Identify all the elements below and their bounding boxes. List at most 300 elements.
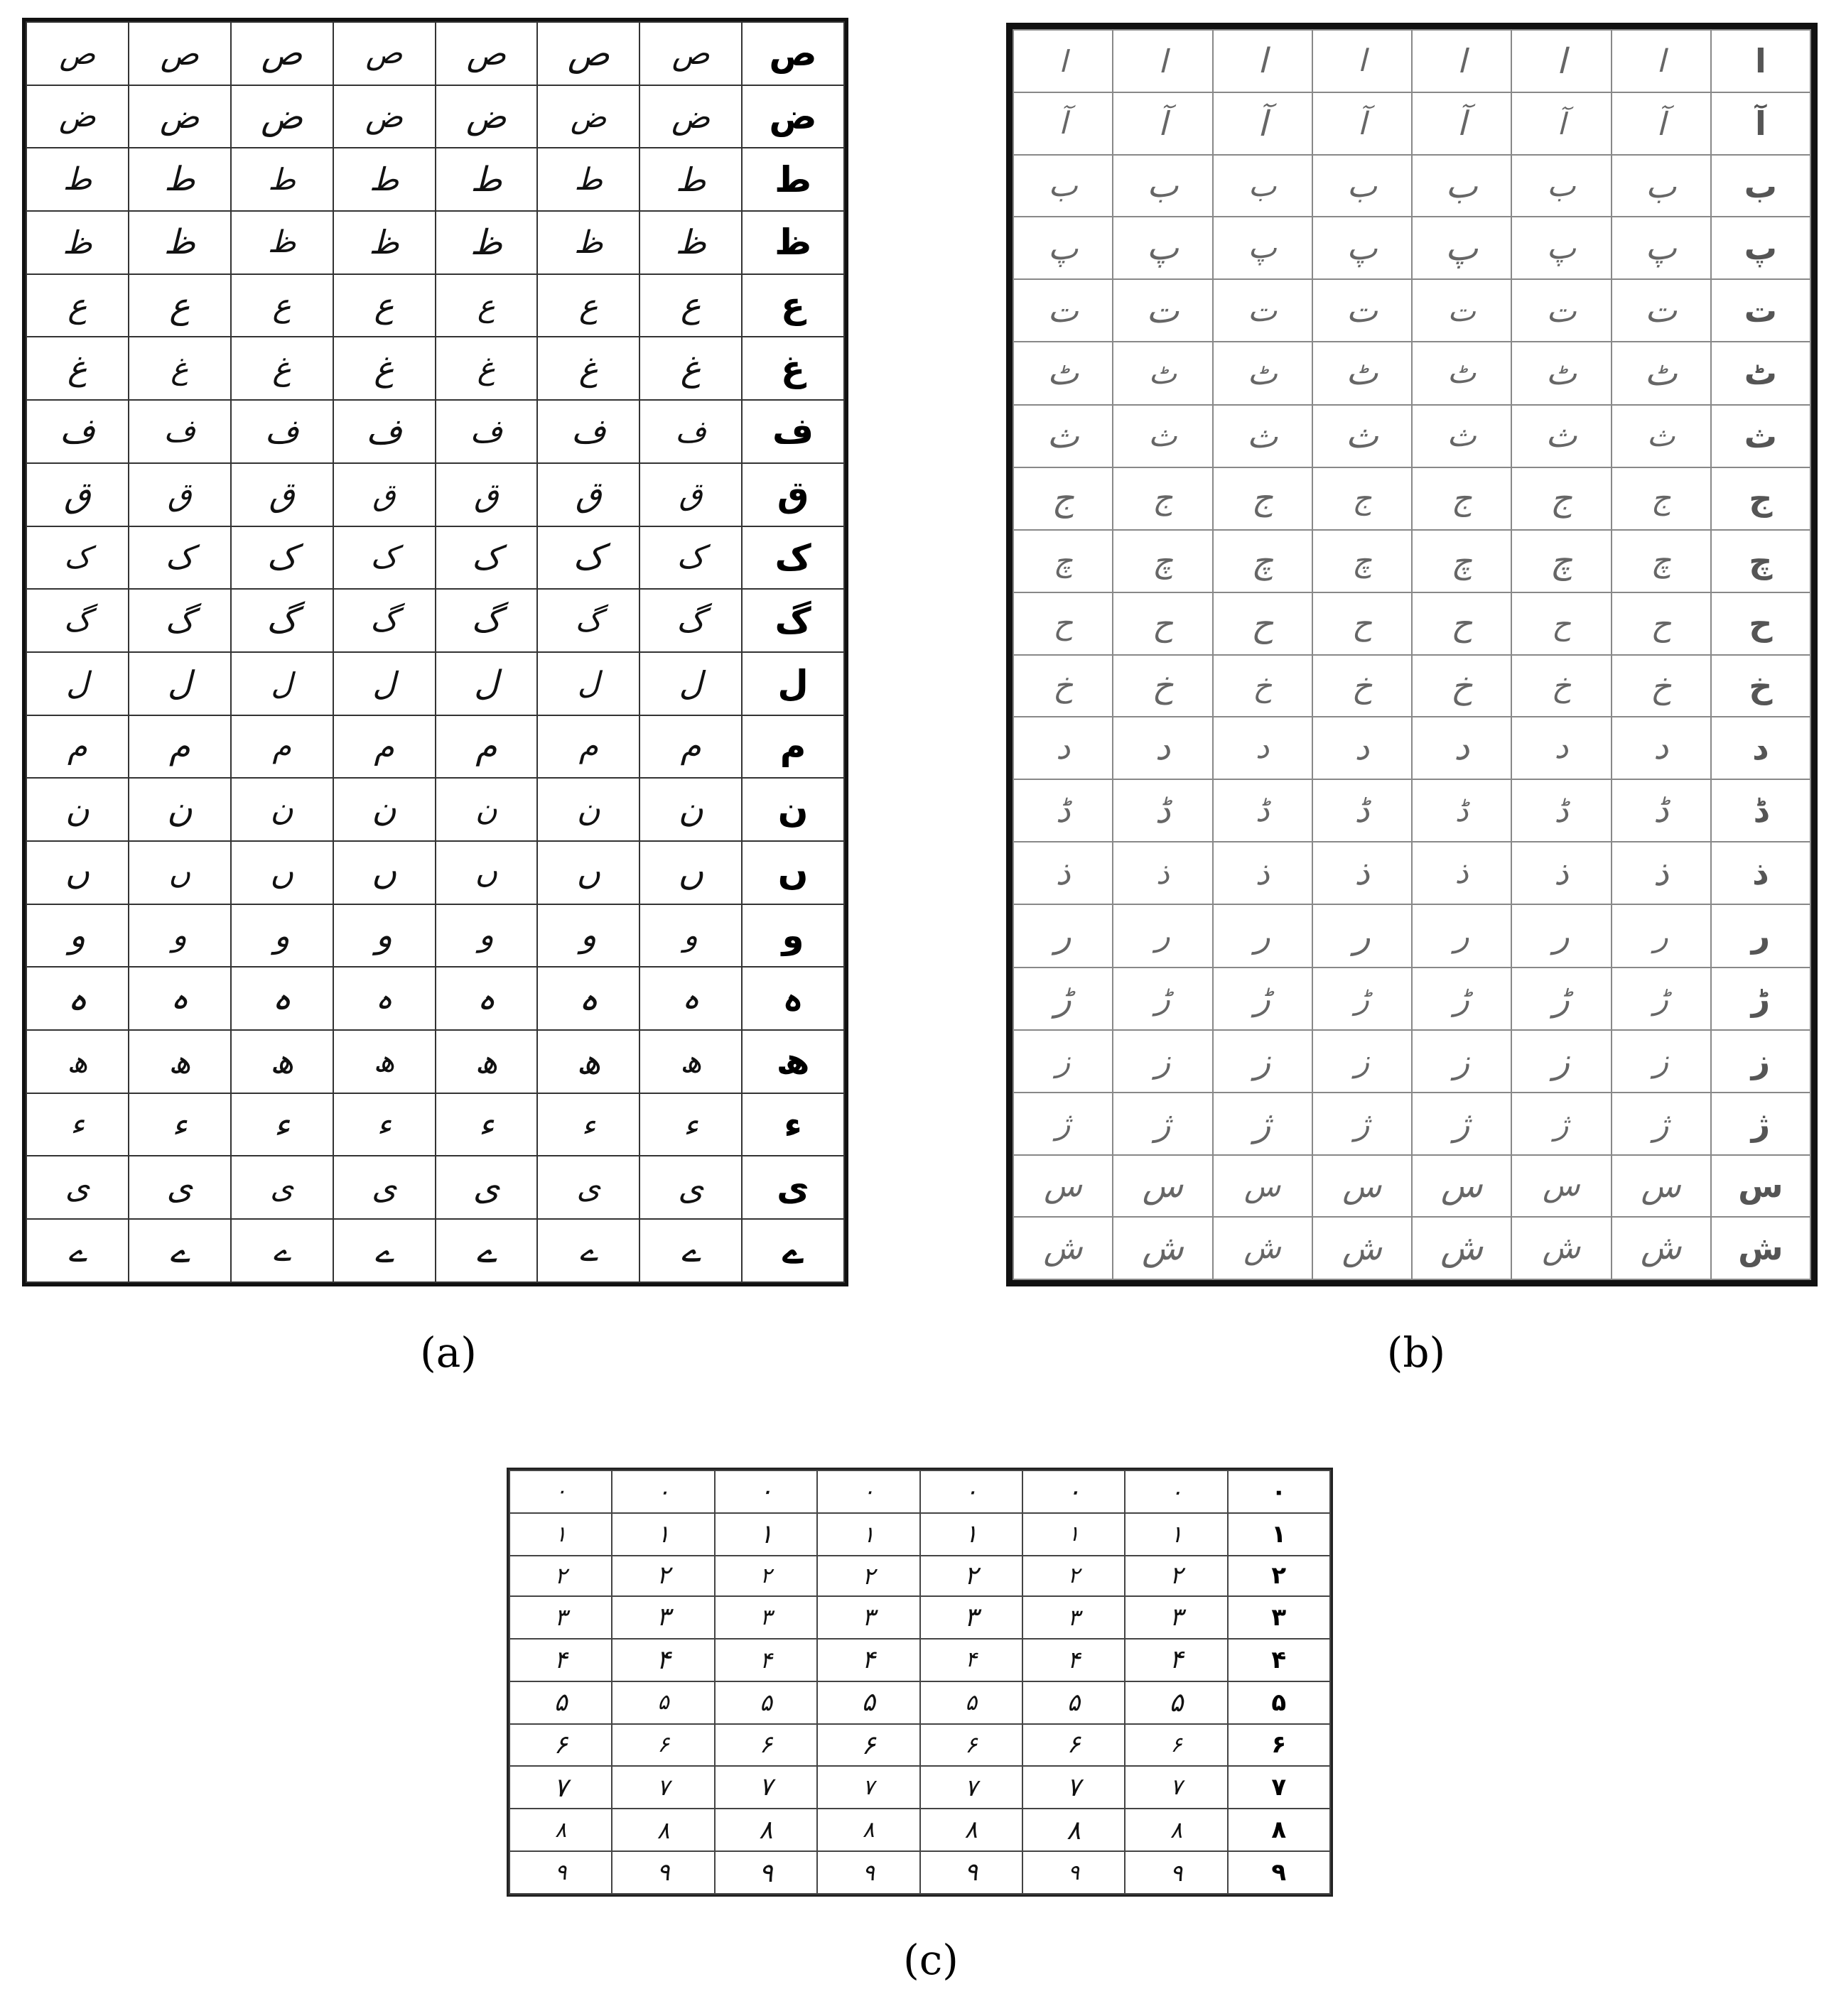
handwritten-sample-cell: م [333, 715, 436, 779]
printed-reference-character: ی [742, 1156, 844, 1219]
handwritten-sample-cell: ا [1312, 30, 1412, 92]
handwritten-sample-cell: ڈ [1312, 779, 1412, 842]
handwritten-sample-cell: س [1113, 1155, 1212, 1217]
table-row [1013, 655, 1810, 717]
handwritten-sample-cell: ا [1511, 30, 1611, 92]
handwritten-sample-cell: پ [1013, 217, 1113, 279]
handwritten-sample-cell: غ [129, 337, 231, 400]
panel-a-grid [26, 21, 845, 1283]
handwritten-sample-cell: ش [1412, 1217, 1511, 1279]
handwritten-sample-cell: ز [1312, 1030, 1412, 1093]
printed-reference-character: ز [1711, 1030, 1810, 1093]
handwritten-sample-cell: ذ [1612, 842, 1711, 904]
handwritten-sample-cell: ش [1312, 1217, 1412, 1279]
handwritten-sample-cell: ۷ [715, 1766, 817, 1809]
handwritten-sample-cell: ن [231, 778, 333, 841]
handwritten-sample-cell: چ [1013, 530, 1113, 592]
handwritten-sample-cell: ط [333, 148, 436, 211]
handwritten-sample-cell: ح [1412, 592, 1511, 655]
handwritten-sample-cell: ہ [537, 967, 639, 1030]
printed-reference-character: ء [742, 1093, 844, 1156]
handwritten-sample-cell: غ [26, 337, 129, 400]
handwritten-sample-cell: ح [1113, 592, 1212, 655]
handwritten-sample-cell: ۲ [1125, 1556, 1227, 1596]
handwritten-sample-cell: ۱ [1022, 1513, 1125, 1556]
handwritten-sample-cell: و [231, 904, 333, 968]
handwritten-sample-cell: خ [1511, 655, 1611, 717]
table-row [1013, 842, 1810, 904]
table-row [509, 1470, 1330, 1513]
handwritten-sample-cell: ۸ [1125, 1809, 1227, 1851]
handwritten-sample-cell: گ [537, 589, 639, 652]
printed-reference-character: ژ [1711, 1093, 1810, 1155]
table-row [26, 904, 844, 968]
printed-reference-character: ط [742, 148, 844, 211]
handwritten-sample-cell: ۱ [1125, 1513, 1227, 1556]
printed-reference-character: ۰ [1228, 1470, 1330, 1513]
handwritten-sample-cell: ۶ [509, 1724, 612, 1767]
printed-reference-character: ن [742, 778, 844, 841]
handwritten-sample-cell: ق [26, 463, 129, 526]
table-row [1013, 904, 1810, 967]
handwritten-sample-cell: ق [231, 463, 333, 526]
handwritten-sample-cell: ر [1511, 904, 1611, 967]
handwritten-sample-cell: آ [1013, 92, 1113, 155]
handwritten-sample-cell: ن [639, 778, 742, 841]
handwritten-sample-cell: ظ [333, 211, 436, 274]
handwritten-sample-cell: ء [231, 1093, 333, 1156]
handwritten-sample-cell: ڑ [1412, 968, 1511, 1030]
handwritten-sample-cell: ح [1013, 592, 1113, 655]
printed-reference-character: ۸ [1228, 1809, 1330, 1851]
handwritten-sample-cell: ذ [1013, 842, 1113, 904]
handwritten-sample-cell: ٹ [1013, 342, 1113, 404]
handwritten-sample-cell: ۵ [509, 1681, 612, 1724]
table-row [1013, 467, 1810, 530]
handwritten-sample-cell: ع [26, 274, 129, 337]
handwritten-sample-cell: و [129, 904, 231, 968]
handwritten-sample-cell: ۲ [1022, 1556, 1125, 1596]
handwritten-sample-cell: ظ [436, 211, 538, 274]
handwritten-sample-cell: ۶ [612, 1724, 714, 1767]
handwritten-sample-cell: آ [1312, 92, 1412, 155]
handwritten-sample-cell: ڈ [1412, 779, 1511, 842]
handwritten-sample-cell: خ [1013, 655, 1113, 717]
table-row [1013, 968, 1810, 1030]
handwritten-sample-cell: ۵ [1125, 1681, 1227, 1724]
handwritten-sample-cell: ی [537, 1156, 639, 1219]
handwritten-sample-cell: ح [1213, 592, 1312, 655]
handwritten-sample-cell: ز [1013, 1030, 1113, 1093]
handwritten-sample-cell: ک [129, 526, 231, 590]
handwritten-sample-cell: ۴ [612, 1639, 714, 1681]
panel-b-caption: (b) [1386, 1328, 1446, 1377]
handwritten-sample-cell: ڈ [1113, 779, 1212, 842]
handwritten-sample-cell: ۰ [509, 1470, 612, 1513]
handwritten-sample-cell: ت [1412, 279, 1511, 342]
handwritten-sample-cell: ض [639, 85, 742, 148]
handwritten-sample-cell: ذ [1312, 842, 1412, 904]
handwritten-sample-cell: ھ [436, 1030, 538, 1093]
panel-c-caption: (c) [903, 1936, 959, 1984]
handwritten-sample-cell: ڑ [1312, 968, 1412, 1030]
handwritten-sample-cell: ۱ [612, 1513, 714, 1556]
panel-b-urdu-letters-sheet [1006, 23, 1818, 1286]
handwritten-sample-cell: ۶ [1022, 1724, 1125, 1767]
handwritten-sample-cell: ۶ [817, 1724, 919, 1767]
handwritten-sample-cell: خ [1213, 655, 1312, 717]
handwritten-sample-cell: آ [1511, 92, 1611, 155]
table-row [26, 22, 844, 85]
handwritten-sample-cell: ن [537, 778, 639, 841]
handwritten-sample-cell: چ [1412, 530, 1511, 592]
handwritten-sample-cell: و [26, 904, 129, 968]
handwritten-sample-cell: ظ [26, 211, 129, 274]
handwritten-sample-cell: س [1312, 1155, 1412, 1217]
handwritten-sample-cell: ۷ [920, 1766, 1022, 1809]
handwritten-sample-cell: ز [1113, 1030, 1212, 1093]
handwritten-sample-cell: ش [1612, 1217, 1711, 1279]
handwritten-sample-cell: ۸ [817, 1809, 919, 1851]
handwritten-sample-cell: ژ [1213, 1093, 1312, 1155]
handwritten-sample-cell: ا [1412, 30, 1511, 92]
handwritten-sample-cell: خ [1612, 655, 1711, 717]
handwritten-sample-cell: ق [333, 463, 436, 526]
handwritten-sample-cell: و [639, 904, 742, 968]
table-row [1013, 779, 1810, 842]
handwritten-sample-cell: ی [333, 1156, 436, 1219]
panel-b-grid [1013, 29, 1811, 1280]
printed-reference-character: خ [1711, 655, 1810, 717]
handwritten-sample-cell: ل [537, 652, 639, 715]
handwritten-sample-cell: ڑ [1612, 968, 1711, 1030]
handwritten-sample-cell: ۴ [1022, 1639, 1125, 1681]
handwritten-sample-cell: ٹ [1312, 342, 1412, 404]
handwritten-sample-cell: پ [1612, 217, 1711, 279]
handwritten-sample-cell: خ [1312, 655, 1412, 717]
handwritten-sample-cell: ء [436, 1093, 538, 1156]
handwritten-sample-cell: ء [129, 1093, 231, 1156]
table-row [26, 652, 844, 715]
handwritten-sample-cell: ھ [129, 1030, 231, 1093]
handwritten-sample-cell: ر [1412, 904, 1511, 967]
handwritten-sample-cell: ح [1612, 592, 1711, 655]
handwritten-sample-cell: گ [639, 589, 742, 652]
handwritten-sample-cell: ش [1511, 1217, 1611, 1279]
handwritten-sample-cell: م [26, 715, 129, 779]
printed-reference-character: ۲ [1228, 1556, 1330, 1596]
handwritten-sample-cell: ء [333, 1093, 436, 1156]
handwritten-sample-cell: د [1412, 717, 1511, 779]
handwritten-sample-cell: ز [1412, 1030, 1511, 1093]
table-row [26, 211, 844, 274]
handwritten-sample-cell: ۱ [817, 1513, 919, 1556]
handwritten-sample-cell: ۳ [1022, 1596, 1125, 1639]
handwritten-sample-cell: ن [26, 778, 129, 841]
handwritten-sample-cell: ث [1312, 405, 1412, 467]
handwritten-sample-cell: ک [231, 526, 333, 590]
table-row [1013, 405, 1810, 467]
handwritten-sample-cell: ۲ [509, 1556, 612, 1596]
handwritten-sample-cell: ۱ [920, 1513, 1022, 1556]
printed-reference-character: ۵ [1228, 1681, 1330, 1724]
handwritten-sample-cell: ذ [1412, 842, 1511, 904]
handwritten-sample-cell: ع [537, 274, 639, 337]
handwritten-sample-cell: ہ [333, 967, 436, 1030]
handwritten-sample-cell: ۹ [817, 1851, 919, 1894]
table-row [26, 967, 844, 1030]
printed-reference-character: ٹ [1711, 342, 1810, 404]
handwritten-sample-cell: ۵ [817, 1681, 919, 1724]
handwritten-sample-cell: ک [26, 526, 129, 590]
handwritten-sample-cell: ۵ [715, 1681, 817, 1724]
handwritten-sample-cell: ھ [231, 1030, 333, 1093]
table-row [509, 1513, 1330, 1556]
handwritten-sample-cell: ی [26, 1156, 129, 1219]
handwritten-sample-cell: ا [1013, 30, 1113, 92]
handwritten-sample-cell: ل [231, 652, 333, 715]
handwritten-sample-cell: ط [639, 148, 742, 211]
handwritten-sample-cell: ۲ [920, 1556, 1022, 1596]
handwritten-sample-cell: ۷ [1125, 1766, 1227, 1809]
handwritten-sample-cell: ر [1213, 904, 1312, 967]
printed-reference-character: ۷ [1228, 1766, 1330, 1809]
table-row [1013, 592, 1810, 655]
handwritten-sample-cell: چ [1113, 530, 1212, 592]
handwritten-sample-cell: ۸ [1022, 1809, 1125, 1851]
handwritten-sample-cell: ب [1511, 155, 1611, 217]
table-row [26, 1093, 844, 1156]
handwritten-sample-cell: ل [26, 652, 129, 715]
table-row [509, 1556, 1330, 1596]
handwritten-sample-cell: خ [1412, 655, 1511, 717]
handwritten-sample-cell: ۸ [715, 1809, 817, 1851]
printed-reference-character: آ [1711, 92, 1810, 155]
printed-reference-character: ب [1711, 155, 1810, 217]
handwritten-sample-cell: ج [1013, 467, 1113, 530]
handwritten-sample-cell: گ [129, 589, 231, 652]
handwritten-sample-cell: ب [1612, 155, 1711, 217]
handwritten-sample-cell: ص [537, 22, 639, 85]
handwritten-sample-cell: ۳ [817, 1596, 919, 1639]
printed-reference-character: ۴ [1228, 1639, 1330, 1681]
handwritten-sample-cell: ھ [333, 1030, 436, 1093]
printed-reference-character: ف [742, 400, 844, 463]
handwritten-sample-cell: ڑ [1213, 968, 1312, 1030]
handwritten-sample-cell: پ [1412, 217, 1511, 279]
table-row [1013, 1093, 1810, 1155]
handwritten-sample-cell: م [639, 715, 742, 779]
printed-reference-character: ے [742, 1219, 844, 1282]
handwritten-sample-cell: ڈ [1213, 779, 1312, 842]
handwritten-sample-cell: ق [537, 463, 639, 526]
panel-a-caption: (a) [420, 1328, 477, 1377]
handwritten-sample-cell: ۰ [920, 1470, 1022, 1513]
handwritten-sample-cell: ژ [1312, 1093, 1412, 1155]
handwritten-sample-cell: ر [1312, 904, 1412, 967]
handwritten-sample-cell: ط [129, 148, 231, 211]
handwritten-sample-cell: آ [1113, 92, 1212, 155]
panel-a-urdu-letters-sheet [22, 18, 848, 1286]
handwritten-sample-cell: ۷ [817, 1766, 919, 1809]
handwritten-sample-cell: ص [333, 22, 436, 85]
handwritten-sample-cell: چ [1312, 530, 1412, 592]
handwritten-sample-cell: ۲ [612, 1556, 714, 1596]
handwritten-sample-cell: غ [537, 337, 639, 400]
handwritten-sample-cell: ۰ [1125, 1470, 1227, 1513]
handwritten-sample-cell: ز [1511, 1030, 1611, 1093]
handwritten-sample-cell: ہ [639, 967, 742, 1030]
handwritten-sample-cell: آ [1213, 92, 1312, 155]
handwritten-sample-cell: ں [231, 841, 333, 904]
handwritten-sample-cell: غ [333, 337, 436, 400]
handwritten-sample-cell: ا [1213, 30, 1312, 92]
handwritten-sample-cell: ژ [1511, 1093, 1611, 1155]
handwritten-sample-cell: ڈ [1013, 779, 1113, 842]
handwritten-sample-cell: ۸ [612, 1809, 714, 1851]
handwritten-sample-cell: ۷ [1022, 1766, 1125, 1809]
handwritten-sample-cell: ط [537, 148, 639, 211]
printed-reference-character: ۳ [1228, 1596, 1330, 1639]
handwritten-sample-cell: م [231, 715, 333, 779]
handwritten-sample-cell: ل [333, 652, 436, 715]
handwritten-sample-cell: ۱ [715, 1513, 817, 1556]
printed-reference-character: گ [742, 589, 844, 652]
table-row [26, 841, 844, 904]
handwritten-sample-cell: ع [231, 274, 333, 337]
handwritten-sample-cell: ب [1312, 155, 1412, 217]
handwritten-sample-cell: ب [1213, 155, 1312, 217]
table-row [509, 1681, 1330, 1724]
handwritten-sample-cell: ۹ [1125, 1851, 1227, 1894]
printed-reference-character: ث [1711, 405, 1810, 467]
handwritten-sample-cell: ڑ [1113, 968, 1212, 1030]
handwritten-sample-cell: ص [231, 22, 333, 85]
table-row [26, 589, 844, 652]
handwritten-sample-cell: ں [436, 841, 538, 904]
printed-reference-character: ۹ [1228, 1851, 1330, 1894]
handwritten-sample-cell: ق [436, 463, 538, 526]
printed-reference-character: ح [1711, 592, 1810, 655]
handwritten-sample-cell: ٹ [1511, 342, 1611, 404]
handwritten-sample-cell: ر [1013, 904, 1113, 967]
printed-reference-character: ع [742, 274, 844, 337]
handwritten-sample-cell: ۶ [920, 1724, 1022, 1767]
handwritten-sample-cell: ے [231, 1219, 333, 1282]
printed-reference-character: ۱ [1228, 1513, 1330, 1556]
handwritten-sample-cell: ف [333, 400, 436, 463]
handwritten-sample-cell: ر [1113, 904, 1212, 967]
handwritten-sample-cell: ذ [1113, 842, 1212, 904]
handwritten-sample-cell: ۹ [920, 1851, 1022, 1894]
printed-reference-character: ظ [742, 211, 844, 274]
handwritten-sample-cell: چ [1511, 530, 1611, 592]
handwritten-sample-cell: ں [129, 841, 231, 904]
handwritten-sample-cell: ۰ [1022, 1470, 1125, 1513]
handwritten-sample-cell: ھ [537, 1030, 639, 1093]
printed-reference-character: ذ [1711, 842, 1810, 904]
handwritten-sample-cell: ج [1412, 467, 1511, 530]
handwritten-sample-cell: ے [537, 1219, 639, 1282]
handwritten-sample-cell: ع [129, 274, 231, 337]
handwritten-sample-cell: ر [1612, 904, 1711, 967]
table-row [1013, 1155, 1810, 1217]
handwritten-sample-cell: ظ [537, 211, 639, 274]
table-row [26, 148, 844, 211]
handwritten-sample-cell: ج [1213, 467, 1312, 530]
handwritten-sample-cell: ۰ [715, 1470, 817, 1513]
panel-c-grid [509, 1470, 1331, 1895]
printed-reference-character: چ [1711, 530, 1810, 592]
handwritten-sample-cell: ت [1612, 279, 1711, 342]
handwritten-sample-cell: ذ [1213, 842, 1312, 904]
handwritten-sample-cell: پ [1312, 217, 1412, 279]
handwritten-sample-cell: ف [231, 400, 333, 463]
handwritten-sample-cell: د [1612, 717, 1711, 779]
handwritten-sample-cell: ک [436, 526, 538, 590]
printed-reference-character: ۶ [1228, 1724, 1330, 1767]
handwritten-sample-cell: ض [231, 85, 333, 148]
handwritten-sample-cell: ح [1511, 592, 1611, 655]
handwritten-sample-cell: ڈ [1612, 779, 1711, 842]
handwritten-sample-cell: ں [26, 841, 129, 904]
table-row [1013, 30, 1810, 92]
handwritten-sample-cell: ک [639, 526, 742, 590]
handwritten-sample-cell: ص [26, 22, 129, 85]
handwritten-sample-cell: ۹ [1022, 1851, 1125, 1894]
handwritten-sample-cell: ق [639, 463, 742, 526]
handwritten-sample-cell: ک [537, 526, 639, 590]
printed-reference-character: پ [1711, 217, 1810, 279]
handwritten-sample-cell: ب [1113, 155, 1212, 217]
handwritten-sample-cell: م [537, 715, 639, 779]
handwritten-sample-cell: ے [639, 1219, 742, 1282]
handwritten-sample-cell: ج [1511, 467, 1611, 530]
table-row [509, 1809, 1330, 1851]
handwritten-sample-cell: س [1511, 1155, 1611, 1217]
handwritten-sample-cell: ۸ [920, 1809, 1022, 1851]
handwritten-sample-cell: ٹ [1213, 342, 1312, 404]
handwritten-sample-cell: ژ [1013, 1093, 1113, 1155]
handwritten-sample-cell: ۳ [1125, 1596, 1227, 1639]
printed-reference-character: د [1711, 717, 1810, 779]
handwritten-sample-cell: و [537, 904, 639, 968]
handwritten-sample-cell: ۷ [612, 1766, 714, 1809]
table-row [26, 274, 844, 337]
handwritten-sample-cell: ۸ [509, 1809, 612, 1851]
handwritten-sample-cell: ص [436, 22, 538, 85]
handwritten-sample-cell: م [436, 715, 538, 779]
table-row [1013, 279, 1810, 342]
handwritten-sample-cell: ط [231, 148, 333, 211]
handwritten-sample-cell: ا [1113, 30, 1212, 92]
handwritten-sample-cell: ا [1612, 30, 1711, 92]
handwritten-sample-cell: پ [1113, 217, 1212, 279]
printed-reference-character: ل [742, 652, 844, 715]
handwritten-sample-cell: ڑ [1013, 968, 1113, 1030]
handwritten-sample-cell: ۹ [715, 1851, 817, 1894]
handwritten-sample-cell: ے [333, 1219, 436, 1282]
table-row [26, 778, 844, 841]
handwritten-sample-cell: ۴ [509, 1639, 612, 1681]
printed-reference-character: غ [742, 337, 844, 400]
handwritten-sample-cell: آ [1412, 92, 1511, 155]
handwritten-sample-cell: ل [436, 652, 538, 715]
handwritten-sample-cell: ں [537, 841, 639, 904]
handwritten-sample-cell: ب [1013, 155, 1113, 217]
handwritten-sample-cell: ۲ [817, 1556, 919, 1596]
handwritten-sample-cell: چ [1612, 530, 1711, 592]
